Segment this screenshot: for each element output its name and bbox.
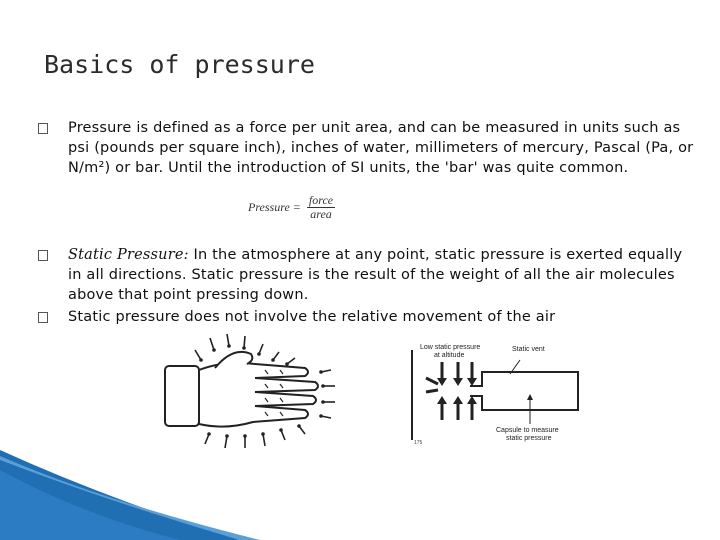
bullet-box-icon bbox=[38, 250, 48, 261]
bullet-body: In the atmosphere at any point, static pressure is exerted equally in all directions. Static pressure is the result of the weight of all the air molecules above that point pressing down. bbox=[68, 247, 683, 303]
label-capsule-line2: static pressure bbox=[506, 435, 552, 442]
label-low-static-line2: at altitude bbox=[434, 352, 465, 359]
static-vent-diagram bbox=[410, 340, 590, 450]
label-static-vent: Static vent bbox=[512, 346, 545, 353]
formula-fraction bbox=[307, 194, 335, 221]
formula-equals: = bbox=[292, 200, 301, 214]
label-capsule-line1: Capsule to measure bbox=[496, 427, 559, 434]
bullet-text bbox=[68, 245, 694, 305]
pressure-formula bbox=[248, 194, 335, 221]
bullet-item bbox=[44, 118, 694, 178]
formula-lhs: Pressure bbox=[248, 200, 290, 214]
bullet-item bbox=[44, 245, 694, 305]
bullet-box-icon bbox=[38, 123, 48, 134]
slide-title: Basics of pressure bbox=[44, 50, 315, 79]
formula-numerator: force bbox=[308, 193, 334, 207]
bullet-emphasis: Static Pressure: bbox=[68, 247, 189, 263]
label-corner-number: 175 bbox=[414, 440, 423, 446]
label-low-static-line1: Low static pressure bbox=[420, 344, 481, 351]
decorative-swoosh bbox=[0, 450, 300, 540]
bullet-text: Pressure is defined as a force per unit area, and can be measured in units such as psi (pounds per square inch), inches of water, millimeters of mercury, Pascal (Pa, or N/m²) or bar. Until the introduction of SI units, the 'bar' was quite common. bbox=[68, 120, 694, 176]
bullet-item bbox=[44, 307, 694, 327]
formula-denominator: area bbox=[310, 207, 332, 221]
bullet-box-icon bbox=[38, 312, 48, 323]
bullet-text: Static pressure does not involve the relative movement of the air bbox=[68, 309, 556, 325]
